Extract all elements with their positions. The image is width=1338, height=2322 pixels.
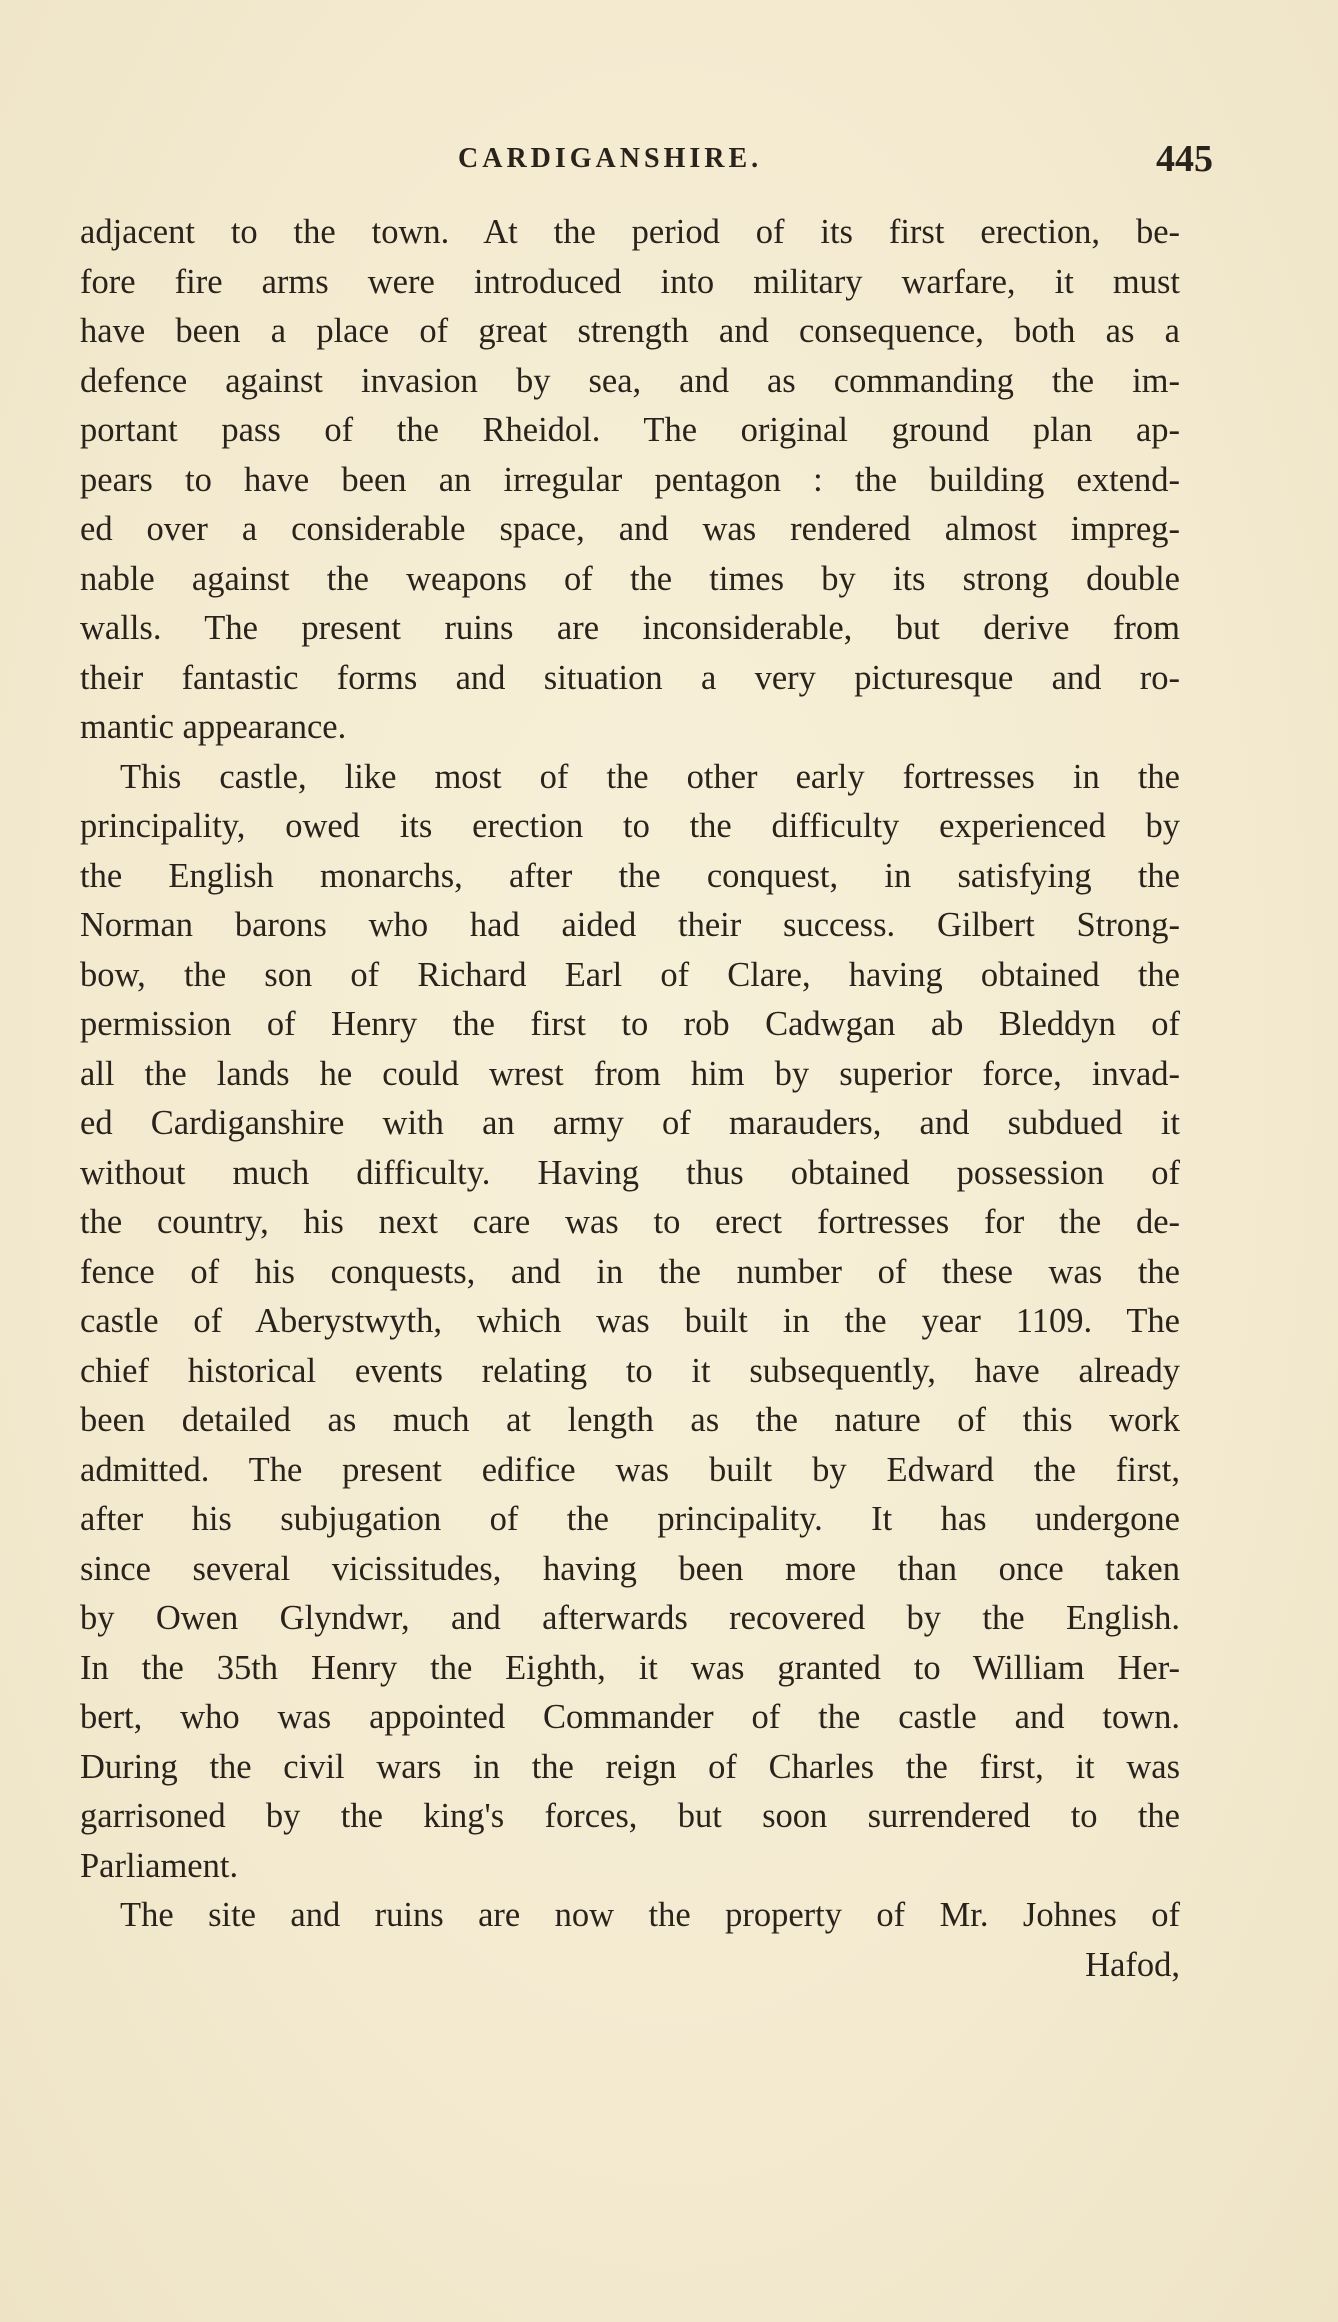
text-line: fence of his conquests, and in the number of these was the xyxy=(80,1252,1180,1291)
text-line: admitted. The present edifice was built by Edward the first, xyxy=(80,1450,1180,1489)
running-title: CARDIGANSHIRE. xyxy=(458,143,763,174)
text-line: their fantastic forms and situation a very picturesque and ro- xyxy=(80,658,1180,697)
text-line: Parliament. xyxy=(80,1846,239,1885)
text-line: the English monarchs, after the conquest, in satisfying the xyxy=(80,856,1180,895)
text-line: bert, who was appointed Commander of the castle and town. xyxy=(80,1698,1180,1736)
text-line: by Owen Glyndwr, and afterwards recovered by the English. xyxy=(80,1599,1180,1637)
text-line: pears to have been an irregular pentagon : the building extend- xyxy=(80,460,1180,499)
text-line: the country, his next care was to erect fortresses for the de- xyxy=(80,1203,1180,1241)
text-line: The site and ruins are now the property of Mr. Johnes of xyxy=(120,1896,1180,1934)
text-line: have been a place of great strength and consequence, both as a xyxy=(80,312,1180,350)
text-line: all the lands he could wrest from him by superior force, invad- xyxy=(80,1054,1180,1093)
page-number: 445 xyxy=(1156,138,1213,180)
text-line: adjacent to the town. At the period of its first erection, be- xyxy=(80,213,1180,251)
text-line: This castle, like most of the other early fortresses in the xyxy=(120,757,1180,796)
body-text xyxy=(80,208,1180,1990)
text-line: mantic appearance. xyxy=(80,708,347,746)
text-line: garrisoned by the king's forces, but soon surrendered to the xyxy=(80,1797,1180,1835)
text-line: ed Cardiganshire with an army of marauders, and subdued it xyxy=(80,1104,1180,1142)
text-line: bow, the son of Richard Earl of Clare, having obtained the xyxy=(80,955,1180,994)
text-line: principality, owed its erection to the difficulty experienced by xyxy=(80,807,1180,845)
text-line: portant pass of the Rheidol. The original ground plan ap- xyxy=(80,411,1180,449)
running-head xyxy=(80,138,1260,193)
text-line: without much difficulty. Having thus obtained possession of xyxy=(80,1153,1180,1192)
text-line: ed over a considerable space, and was rendered almost impreg- xyxy=(80,510,1180,548)
text-line: nable against the weapons of the times by its strong double xyxy=(80,559,1180,598)
text-line: castle of Aberystwyth, which was built in the year 1109. The xyxy=(80,1302,1180,1340)
text-line: During the civil wars in the reign of Charles the first, it was xyxy=(80,1747,1180,1786)
text-line: permission of Henry the first to rob Cadwgan ab Bleddyn of xyxy=(80,1005,1180,1043)
text-line: since several vicissitudes, having been more than once taken xyxy=(80,1549,1180,1588)
text-line: defence against invasion by sea, and as commanding the im- xyxy=(80,361,1180,400)
text-line: In the 35th Henry the Eighth, it was granted to William Her- xyxy=(80,1648,1180,1687)
text-line: Norman barons who had aided their success. Gilbert Strong- xyxy=(80,906,1180,944)
text-line: fore fire arms were introduced into military warfare, it must xyxy=(80,262,1180,301)
text-line: after his subjugation of the principality. It has undergone xyxy=(80,1500,1180,1538)
catchword: Hafod, xyxy=(1085,1945,1180,1984)
text-line: chief historical events relating to it subsequently, have already xyxy=(80,1351,1180,1390)
text-line: walls. The present ruins are inconsiderable, but derive from xyxy=(80,609,1180,647)
text-line: been detailed as much at length as the nature of this work xyxy=(80,1401,1180,1439)
